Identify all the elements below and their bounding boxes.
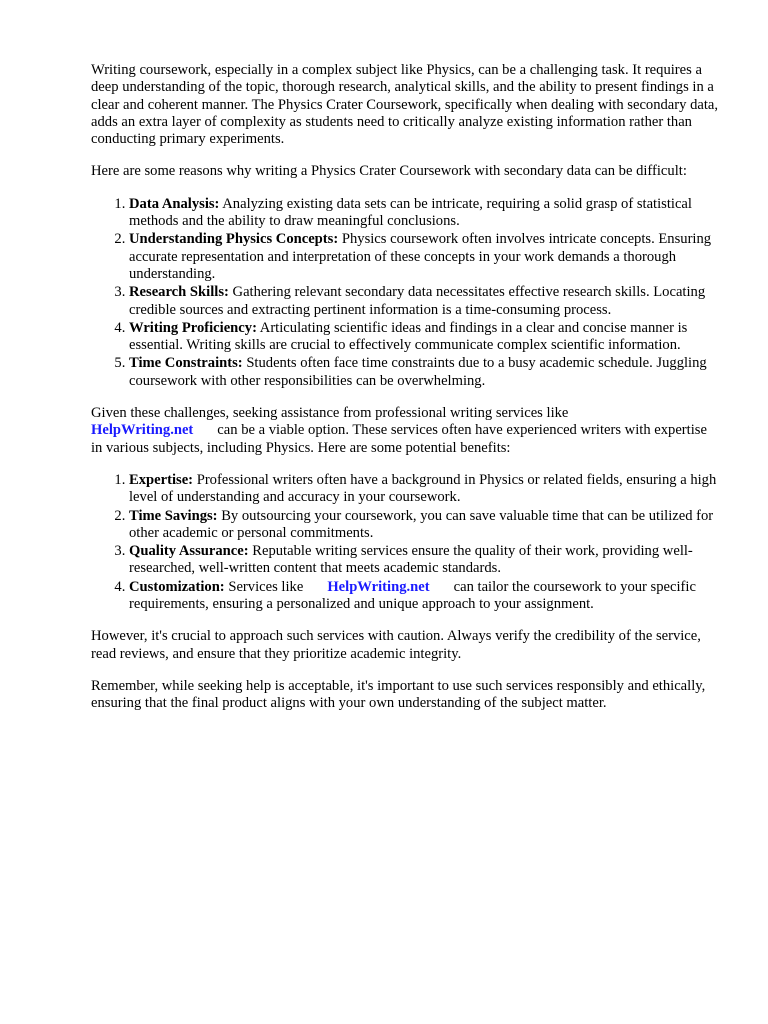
helpwriting-link[interactable]: HelpWriting.net	[327, 578, 430, 595]
reason-title: Time Constraints:	[129, 355, 243, 372]
intro-paragraph: Writing coursework, especially in a complex subject like Physics, can be a challenging task. It requires a deep understanding of the topic, thorough research, analytical skills, and the ability to present findings in a clear and coherent manner. The Physics Crater Coursework, specifically when dealing with secondary data, adds an extra layer of complexity as students need to critically analyze existing information rather than conducting primary experiments.	[91, 62, 719, 148]
list-item	[129, 508, 721, 543]
reason-text: Gathering relevant secondary data necessitates effective research skills. Locating credible sources and extracting pertinent information is a time-consuming process.	[129, 284, 706, 318]
benefit-title: Time Savings:	[129, 507, 218, 524]
benefit-text-before: Services like	[228, 578, 304, 595]
benefit-title: Customization:	[129, 578, 225, 595]
benefit-text: Reputable writing services ensure the quality of their work, providing well-researched, well-written content that meets academic standards.	[129, 543, 693, 577]
reason-title: Writing Proficiency:	[129, 319, 257, 336]
caution-paragraph: However, it's crucial to approach such services with caution. Always verify the credibility of the service, read reviews, and ensure that they prioritize academic integrity.	[91, 628, 701, 662]
services-paragraph	[91, 405, 721, 457]
list-item	[129, 472, 721, 507]
remember-paragraph: Remember, while seeking help is acceptable, it's important to use such services responsibly and ethically, ensuring that the final product aligns with your own understanding of the subject matter.	[91, 677, 706, 712]
helpwriting-link[interactable]: HelpWriting.net	[91, 422, 194, 439]
reason-title: Data Analysis:	[129, 195, 220, 212]
benefit-text: By outsourcing your coursework, you can save valuable time that can be utilized for other academic or personal commitments.	[129, 507, 714, 541]
document-page	[91, 62, 721, 728]
list-item	[129, 196, 721, 231]
reason-text: Analyzing existing data sets can be intricate, requiring a solid grasp of statistical methods and the ability to draw meaningful conclusions.	[129, 195, 692, 230]
reason-text: Physics coursework often involves intricate concepts. Ensuring accurate representation and interpretation of these concepts in your work demands a thorough understanding.	[129, 231, 712, 282]
list-item	[129, 543, 721, 578]
benefit-title: Quality Assurance:	[129, 543, 249, 560]
list-item	[129, 355, 721, 390]
reason-title: Research Skills:	[129, 284, 229, 301]
services-text-before: Given these challenges, seeking assistance from professional writing services like	[91, 405, 569, 422]
reasons-list	[91, 196, 721, 390]
list-item	[129, 284, 721, 319]
benefits-list	[91, 472, 721, 613]
list-item	[129, 231, 721, 283]
reason-title: Understanding Physics Concepts:	[129, 231, 339, 248]
list-item	[129, 320, 721, 355]
benefit-text-after: can tailor the coursework to your specific requirements, ensuring a personalized and unique approach to your assignment.	[129, 578, 696, 613]
reason-text: Students often face time constraints due to a busy academic schedule. Juggling coursework with other responsibilities can be overwhelming.	[129, 355, 707, 389]
services-text-after: can be a viable option. These services often have experienced writers with expertise in various subjects, including Physics. Here are some potential benefits:	[91, 422, 707, 456]
list-item	[129, 579, 721, 614]
benefit-title: Expertise:	[129, 471, 194, 488]
reasons-intro-paragraph: Here are some reasons why writing a Physics Crater Coursework with secondary data can be difficult:	[91, 163, 687, 180]
reason-text: Articulating scientific ideas and findings in a clear and concise manner is essential. Writing skills are crucial to effectively communicate complex scientific information.	[129, 319, 688, 354]
benefit-text: Professional writers often have a background in Physics or related fields, ensuring a high level of understanding and accuracy in your coursework.	[129, 471, 717, 506]
